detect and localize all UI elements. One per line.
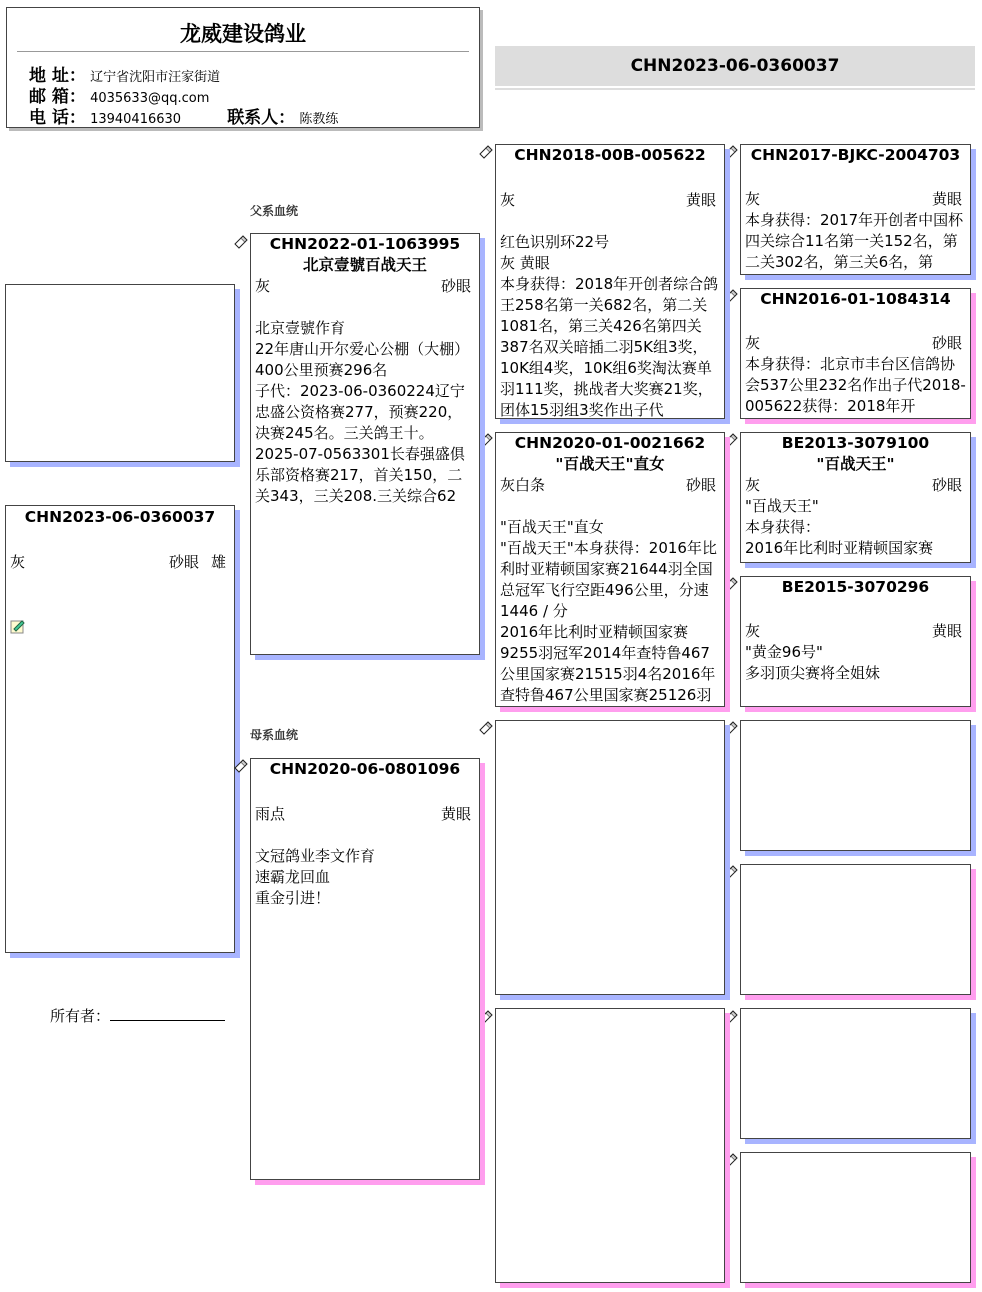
pencil-icon[interactable] — [234, 759, 248, 773]
email-label: 邮 箱： — [29, 87, 86, 107]
sire-eye: 砂眼 — [440, 277, 471, 295]
ss-eye: 黄眼 — [685, 191, 716, 209]
sds-color: 灰 — [745, 476, 761, 494]
pencil-icon[interactable] — [479, 721, 493, 735]
subject-ring: CHN2023-06-0360037 — [24, 508, 216, 526]
header-divider — [17, 51, 469, 52]
ss-desc: 红色识别环22号 灰 黄眼 本身获得：2018年开创者综合鸽王258名第一关682名，第二关1081名，第三关426名第四关387名双关暗插二羽5K组3奖，10K组4奖，10K组6奖淘汰赛单羽111奖，挑战者大奖赛21奖，团体15羽组3奖作出子代 — [500, 233, 719, 419]
ssd-ring: CHN2016-01-1084314 — [760, 290, 951, 308]
pencil-icon[interactable] — [479, 433, 493, 447]
sire-color-line — [251, 276, 479, 297]
contact-label: 联系人： — [227, 108, 296, 128]
pencil-icon[interactable] — [479, 145, 493, 159]
sds-eye: 砂眼 — [931, 476, 962, 494]
phone-row — [29, 103, 338, 128]
sd-color-line — [496, 475, 724, 496]
ggp-1-card[interactable] — [740, 144, 971, 275]
dam-ring: CHN2020-06-0801096 — [269, 760, 461, 778]
ssd-eye: 砂眼 — [931, 334, 962, 352]
pencil-icon[interactable] — [724, 1153, 738, 1167]
contact-value: 陈教练 — [299, 112, 339, 127]
sds-ring: BE2013-3079100 — [781, 434, 930, 452]
ggp-5-card[interactable] — [740, 720, 971, 851]
sd-color: 灰白条 — [500, 476, 546, 494]
sds-name: "百战天王" — [816, 455, 895, 473]
ggp-3-card[interactable] — [740, 432, 971, 563]
sss-ring: CHN2017-BJKC-2004703 — [750, 146, 961, 164]
ring-banner: CHN2023-06-0360037 — [495, 46, 975, 86]
dam-color-line — [251, 804, 479, 825]
sd-eye: 砂眼 — [685, 476, 716, 494]
subject-color-line — [6, 552, 234, 573]
dam-line-label: 母系血统 — [250, 728, 299, 742]
sss-desc: 本身获得：2017年开创者中国杯四关综合11名第一关152名，第二关302名，第三关6名，第 — [745, 211, 964, 271]
ssd-desc: 本身获得：北京市丰台区信鸽协会537公里232名作出子代2018-005622获得：2018年开 — [745, 355, 966, 415]
pencil-icon[interactable] — [724, 865, 738, 879]
dam-desc: 文冠鸽业李文作育 速霸龙回血 重金引进！ — [255, 847, 376, 907]
sds-desc: "百战天王" 本身获得： 2016年比利时亚精顿国家赛 — [745, 497, 934, 557]
sdd-desc: "黄金96号" 多羽顶尖赛将全姐妹 — [745, 643, 881, 682]
sire-card[interactable] — [250, 233, 480, 655]
sdd-eye: 黄眼 — [931, 622, 962, 640]
grandsire-paternal-card[interactable] — [495, 144, 725, 419]
edit-note-icon[interactable] — [10, 618, 26, 634]
sd-desc: "百战天王"直女 "百战天王"本身获得：2016年比利时亚精顿国家赛21644羽全国总冠军飞行空距496公里，分速1446 / 分 2016年比利时亚精顿国家赛9255羽冠军2014年查特鲁467公里国家赛21515羽4名2016年查特鲁467公里国家赛25126羽 — [500, 518, 717, 704]
sss-eye: 黄眼 — [931, 190, 962, 208]
dam-card[interactable] — [250, 758, 480, 1180]
phone-label: 电 话： — [29, 108, 86, 128]
sss-color: 灰 — [745, 190, 761, 208]
address-value: 辽宁省沈阳市汪家街道 — [90, 70, 221, 85]
pencil-icon[interactable] — [724, 433, 738, 447]
granddam-maternal-card[interactable] — [495, 1008, 725, 1283]
ggp-6-card[interactable] — [740, 864, 971, 995]
loft-header — [6, 7, 480, 128]
dam-color: 雨点 — [255, 805, 286, 823]
ss-color: 灰 — [500, 191, 516, 209]
subject-eye: 砂眼 — [168, 553, 199, 571]
sire-color: 灰 — [255, 277, 271, 295]
sds-color-line — [741, 475, 970, 496]
sdd-ring: BE2015-3070296 — [781, 578, 930, 596]
grandsire-maternal-card[interactable] — [495, 720, 725, 995]
pencil-icon[interactable] — [479, 1010, 493, 1024]
granddam-paternal-card[interactable] — [495, 432, 725, 707]
ggp-2-card[interactable] — [740, 288, 971, 419]
email-value: 4035633@qq.com — [90, 91, 210, 106]
sire-line-label: 父系血统 — [250, 204, 299, 218]
pencil-icon[interactable] — [234, 235, 248, 249]
photo-box — [5, 284, 235, 462]
sdd-color: 灰 — [745, 622, 761, 640]
sss-color-line — [741, 189, 970, 210]
sire-ring: CHN2022-01-1063995 — [269, 235, 461, 253]
dam-eye: 黄眼 — [440, 805, 471, 823]
subject-color: 灰 — [10, 553, 26, 571]
subject-sex: 雄 — [210, 553, 226, 571]
subject-card — [5, 505, 235, 953]
address-label: 地 址： — [29, 66, 86, 86]
pencil-icon[interactable] — [724, 721, 738, 735]
ssd-color: 灰 — [745, 334, 761, 352]
owner-label: 所有者： — [50, 1007, 111, 1025]
ssd-color-line — [741, 333, 970, 354]
sire-desc: 北京壹號作育 22年唐山开尔爱心公棚（大棚）400公里预赛296名 子代：2023-06-0360224辽宁忠盛公资格赛277，预赛220，决赛245名。三关鸽王十。 2025-07-0563301长春强盛俱乐部资格赛217，首关150，二关343，三关208.三关综合62 — [255, 319, 470, 505]
pencil-icon[interactable] — [724, 289, 738, 303]
pencil-icon[interactable] — [724, 145, 738, 159]
pencil-icon[interactable] — [724, 1010, 738, 1024]
ggp-8-card[interactable] — [740, 1152, 971, 1283]
owner-line[interactable] — [110, 1020, 225, 1021]
ss-ring: CHN2018-00B-005622 — [514, 146, 706, 164]
owner-field — [50, 1005, 225, 1026]
phone-value: 13940416630 — [90, 112, 182, 127]
ggp-7-card[interactable] — [740, 1008, 971, 1139]
banner-divider — [495, 88, 975, 90]
sd-ring: CHN2020-01-0021662 — [514, 434, 706, 452]
pencil-icon[interactable] — [724, 577, 738, 591]
loft-title: 龙威建设鸽业 — [180, 22, 306, 46]
sd-name: "百战天王"直女 — [555, 455, 665, 473]
ss-color-line — [496, 190, 724, 211]
ggp-4-card[interactable] — [740, 576, 971, 707]
sdd-color-line — [741, 621, 970, 642]
sire-name: 北京壹號百战天王 — [302, 256, 427, 274]
